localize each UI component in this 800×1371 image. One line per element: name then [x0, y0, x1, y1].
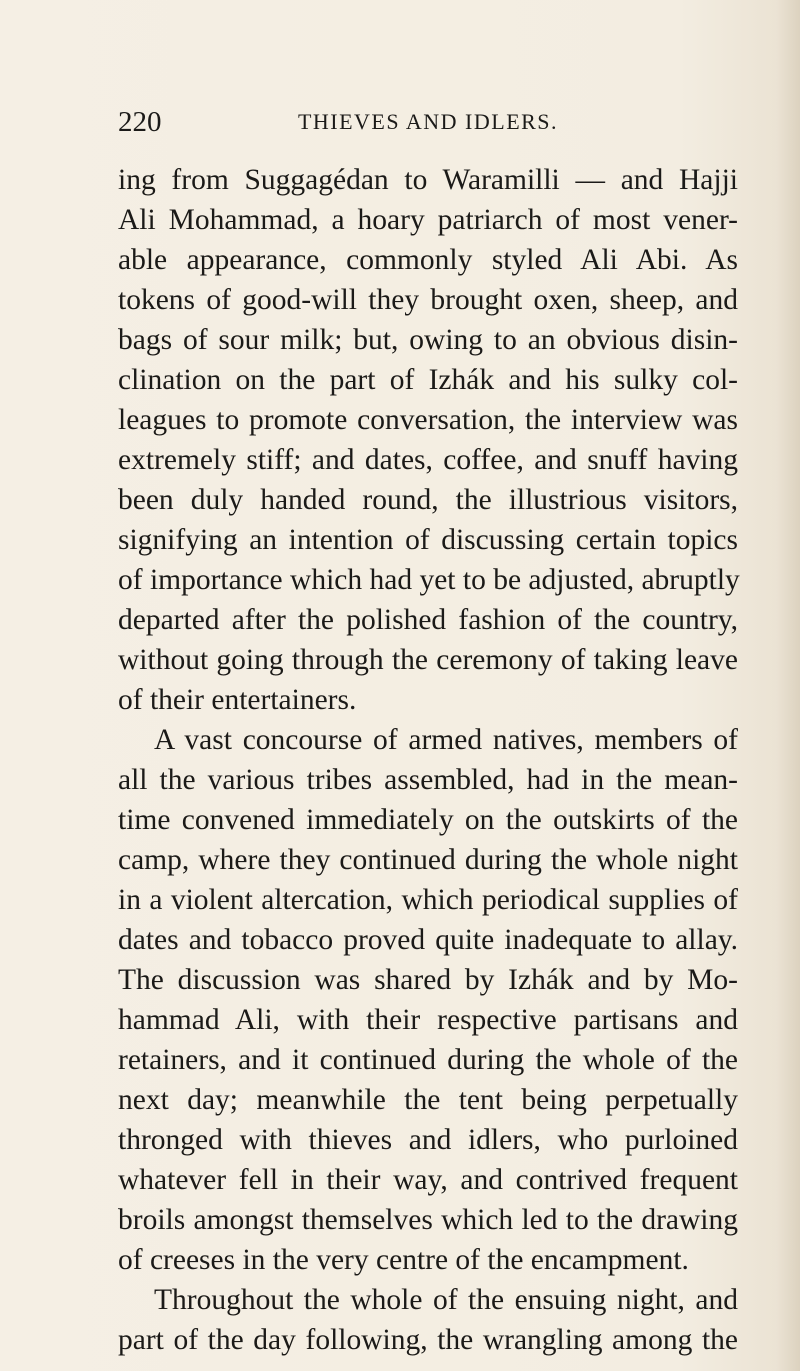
text-line: next day; meanwhile the tent being perpetually — [118, 1084, 738, 1116]
paragraph-first-line: Throughout the whole of the ensuing night, and — [154, 1284, 738, 1316]
paragraph-first-line: A vast concourse of armed natives, members of — [154, 724, 738, 756]
text-line: extremely stiff; and dates, coffee, and snuff having — [118, 444, 738, 476]
text-line: of importance which had yet to be adjusted, abruptly — [118, 564, 740, 596]
text-line: tokens of good-will they brought oxen, sheep, and — [118, 284, 738, 316]
text-line: of creeses in the very centre of the encampment. — [118, 1244, 689, 1276]
page-header — [118, 104, 738, 140]
text-line: all the various tribes assembled, had in the mean- — [118, 764, 738, 796]
text-line: able appearance, commonly styled Ali Abi. As — [118, 244, 738, 276]
body-text — [118, 160, 738, 1360]
text-line: of their entertainers. — [118, 684, 357, 716]
text-line: The discussion was shared by Izhák and by Mo- — [118, 964, 738, 996]
text-line: part of the day following, the wrangling among the — [118, 1324, 738, 1356]
page-number: 220 — [118, 106, 162, 138]
text-line: signifying an intention of discussing certain topics — [118, 524, 738, 556]
text-line: dates and tobacco proved quite inadequate to allay. — [118, 924, 738, 956]
running-title: THIEVES AND IDLERS. — [297, 109, 559, 134]
text-line: departed after the polished fashion of the country, — [118, 604, 738, 636]
text-line: time convened immediately on the outskirts of the — [118, 804, 738, 836]
text-line: leagues to promote conversation, the interview was — [118, 404, 738, 436]
text-line: camp, where they continued during the whole night — [118, 844, 738, 876]
text-line: whatever fell in their way, and contrived frequent — [118, 1164, 738, 1196]
text-line: broils amongst themselves which led to the drawing — [118, 1204, 738, 1236]
text-line: clination on the part of Izhák and his sulky col- — [118, 364, 738, 396]
text-line: hammad Ali, with their respective partisans and — [118, 1004, 738, 1036]
text-line: ing from Suggagédan to Waramilli — and Hajji — [118, 164, 738, 196]
text-line: Ali Mohammad, a hoary patriarch of most vener- — [118, 204, 738, 236]
text-line: been duly handed round, the illustrious visitors, — [118, 484, 738, 516]
text-line: in a violent altercation, which periodical supplies of — [118, 884, 738, 916]
text-line: thronged with thieves and idlers, who purloined — [118, 1124, 738, 1156]
text-line: bags of sour milk; but, owing to an obvious disin- — [118, 324, 738, 356]
text-line: retainers, and it continued during the whole of the — [118, 1044, 738, 1076]
text-line: without going through the ceremony of taking leave — [118, 644, 738, 676]
